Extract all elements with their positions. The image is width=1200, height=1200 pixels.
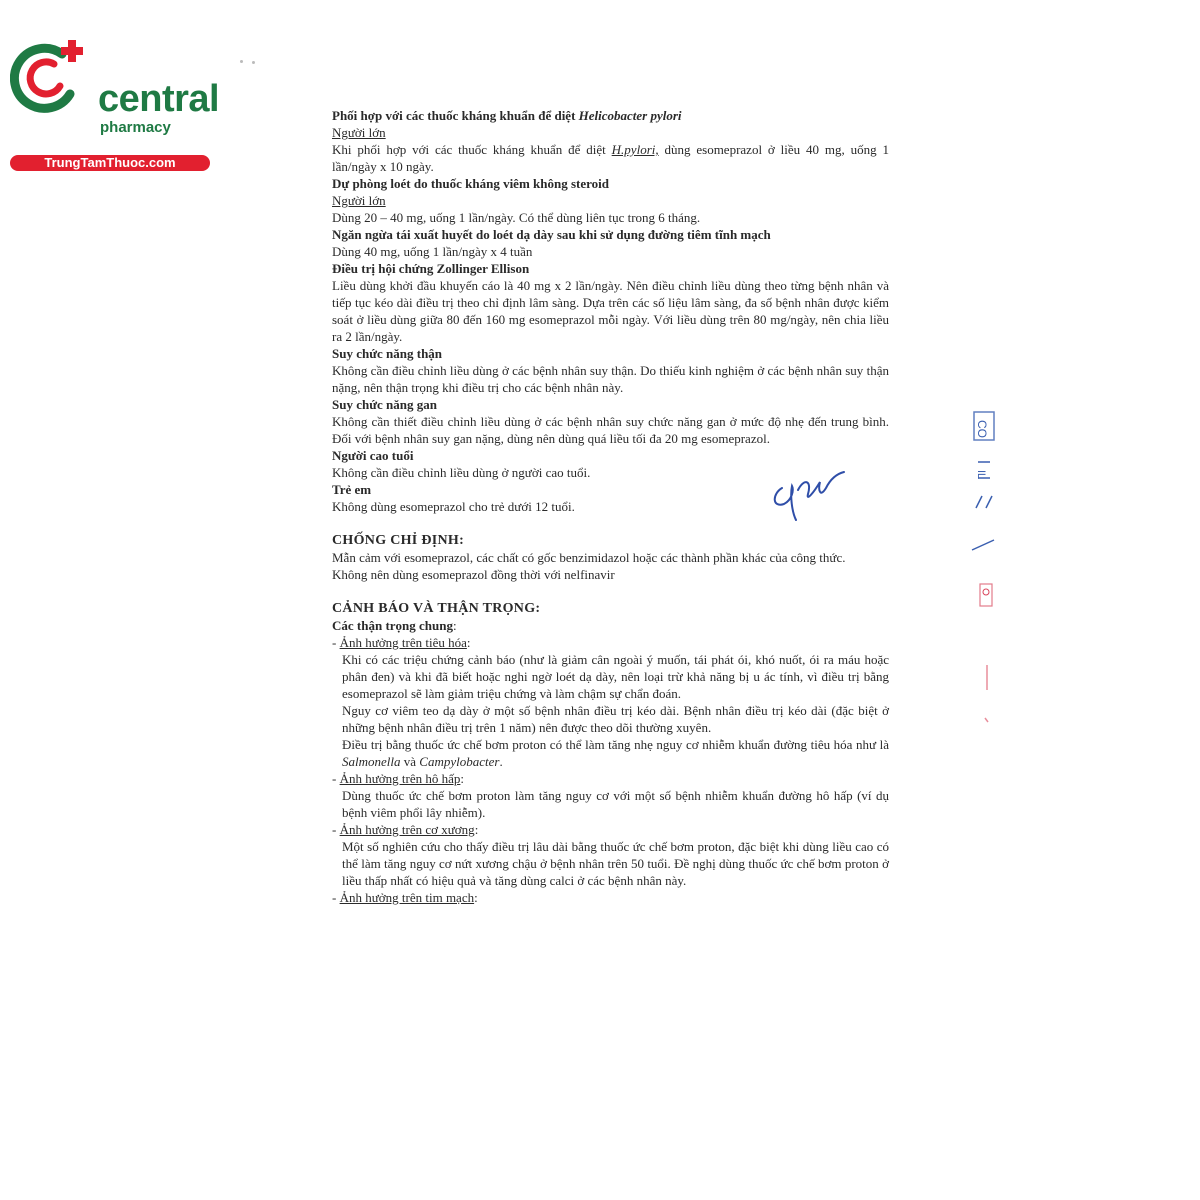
paragraph: Không cần điều chỉnh liều dùng ở các bệnh nhân suy thận. Do thiếu kinh nghiệm ở các bệnh nhân suy thận nặng, nên thận trọng khi điều trị cho các bệnh nhân này. — [332, 363, 889, 395]
paragraph: Không cần điều chỉnh liều dùng ở người cao tuổi. — [332, 465, 591, 480]
paragraph: Mẫn cảm với esomeprazol, các chất có gốc benzimidazol hoặc các thành phần khác của công thức. — [332, 550, 846, 565]
paragraph: Không cần thiết điều chỉnh liều dùng ở các bệnh nhân suy chức năng gan ở mức độ nhẹ đến trung bình. Đối với bệnh nhân suy gan nặng, dùng nên dùng quá liều tối đa 20 mg esomeprazol. — [332, 414, 889, 446]
subsection-adult: Người lớn — [332, 125, 386, 140]
paragraph: Nguy cơ viêm teo dạ dày ở một số bệnh nhân điều trị kéo dài. Bệnh nhân điều trị kéo dài (đặc biệt ở những bệnh nhân điều trị trên 1 năm) nên được theo dõi thường xuyên. — [342, 703, 889, 735]
margin-stamp-marks — [960, 400, 1010, 730]
section-title-nsaid: Dự phòng loét do thuốc kháng viêm không steroid — [332, 176, 610, 191]
signature-icon — [768, 468, 848, 524]
section-title-zollinger: Điều trị hội chứng Zollinger Ellison — [332, 261, 530, 276]
section-title-renal: Suy chức năng thận — [332, 346, 443, 361]
list-item-cardio: - Ảnh hưởng trên tim mạch: — [332, 890, 478, 905]
svg-text:CO: CO — [975, 420, 989, 438]
subsection-adult: Người lớn — [332, 193, 386, 208]
section-title-children: Trẻ em — [332, 482, 372, 497]
list-item-gi: - Ảnh hưởng trên tiêu hóa: — [332, 635, 471, 650]
logo-sub-text: pharmacy — [100, 119, 171, 136]
paragraph: Khi có các triệu chứng cảnh báo (như là giảm cân ngoài ý muốn, tái phát ói, khó nuốt, ói ra máu hoặc phân đen) và khi đã biết hoặc nghi ngờ loét dạ dày, nên loại trừ khả năng bị u ác tính, vì điều trị bằng esomeprazol sẽ làm giảm triệu chứng và làm chậm sự chẩn đoán. — [342, 652, 889, 701]
heading-warnings: CẢNH BÁO VÀ THẬN TRỌNG: — [332, 601, 541, 616]
section-title-rebleed: Ngăn ngừa tái xuất huyết do loét dạ dày sau khi sử dụng đường tiêm tĩnh mạch — [332, 227, 771, 242]
scan-speck — [252, 61, 255, 64]
scan-speck — [240, 60, 243, 63]
section-title-elderly: Người cao tuổi — [332, 448, 414, 463]
paragraph: Liều dùng khởi đầu khuyến cáo là 40 mg x 2 lần/ngày. Nên điều chỉnh liều dùng theo từng bệnh nhân và tiếp tục kéo dài điều trị theo chỉ định lâm sàng. Dựa trên các số liệu lâm sàng, đa số bệnh nhân được kiểm soát ở liều dùng giữa 80 đến 160 mg esomeprazol mỗi ngày. Với liều dùng trên 80 mg/ngày, nên chia liều ra 2 lần/ngày. — [332, 278, 889, 344]
paragraph: Dùng 40 mg, uống 1 lần/ngày x 4 tuần — [332, 244, 533, 259]
svg-text:IL: IL — [975, 470, 987, 480]
section-title-liver: Suy chức năng gan — [332, 397, 437, 412]
paragraph: Khi phối hợp với các thuốc kháng khuẩn để diệt H.pylori, dùng esomeprazol ở liều 40 mg, uống 1 lần/ngày x 10 ngày. — [332, 142, 890, 174]
paragraph: Một số nghiên cứu cho thấy điều trị lâu dài bằng thuốc ức chế bơm proton, đặc biệt khi dùng liều cao có thể làm tăng nguy cơ nứt xương chậu ở bệnh nhân trên 50 tuổi. Đề nghị dùng thuốc ức chế bơm proton ở liều thấp nhất có hiệu quả và tăng dùng calci ở các bệnh nhân này. — [342, 839, 889, 888]
list-item-bone: - Ảnh hưởng trên cơ xương: — [332, 822, 479, 837]
paragraph: Không dùng esomeprazol cho trẻ dưới 12 tuổi. — [332, 499, 575, 514]
paragraph: Dùng 20 – 40 mg, uống 1 lần/ngày. Có thể dùng liên tục trong 6 tháng. — [332, 210, 701, 225]
logo-banner: TrungTamThuoc.com — [10, 155, 210, 171]
section-title-hpylori: Phối hợp với các thuốc kháng khuẩn để diệt Helicobacter pylori — [332, 108, 682, 123]
logo-brand-text: central — [98, 78, 220, 120]
heading-contraindications: CHỐNG CHỈ ĐỊNH: — [332, 533, 465, 548]
paragraph: Điều trị bằng thuốc ức chế bơm proton có thể làm tăng nhẹ nguy cơ nhiễm khuẩn đường tiêu hóa như là Salmonella và Campylobacter. — [342, 737, 889, 769]
paragraph: Dùng thuốc ức chế bơm proton làm tăng nguy cơ với một số bệnh nhiễm khuẩn đường hô hấp (ví dụ bệnh viêm phổi lây nhiễm). — [342, 788, 889, 820]
logo-mark-icon — [10, 36, 94, 116]
subheading-general: Các thận trọng chung: — [332, 618, 457, 633]
brand-logo — [10, 36, 220, 170]
list-item-respiratory: - Ảnh hưởng trên hô hấp: — [332, 771, 465, 786]
paragraph: Không nên dùng esomeprazol đồng thời với nelfinavir — [332, 567, 615, 582]
